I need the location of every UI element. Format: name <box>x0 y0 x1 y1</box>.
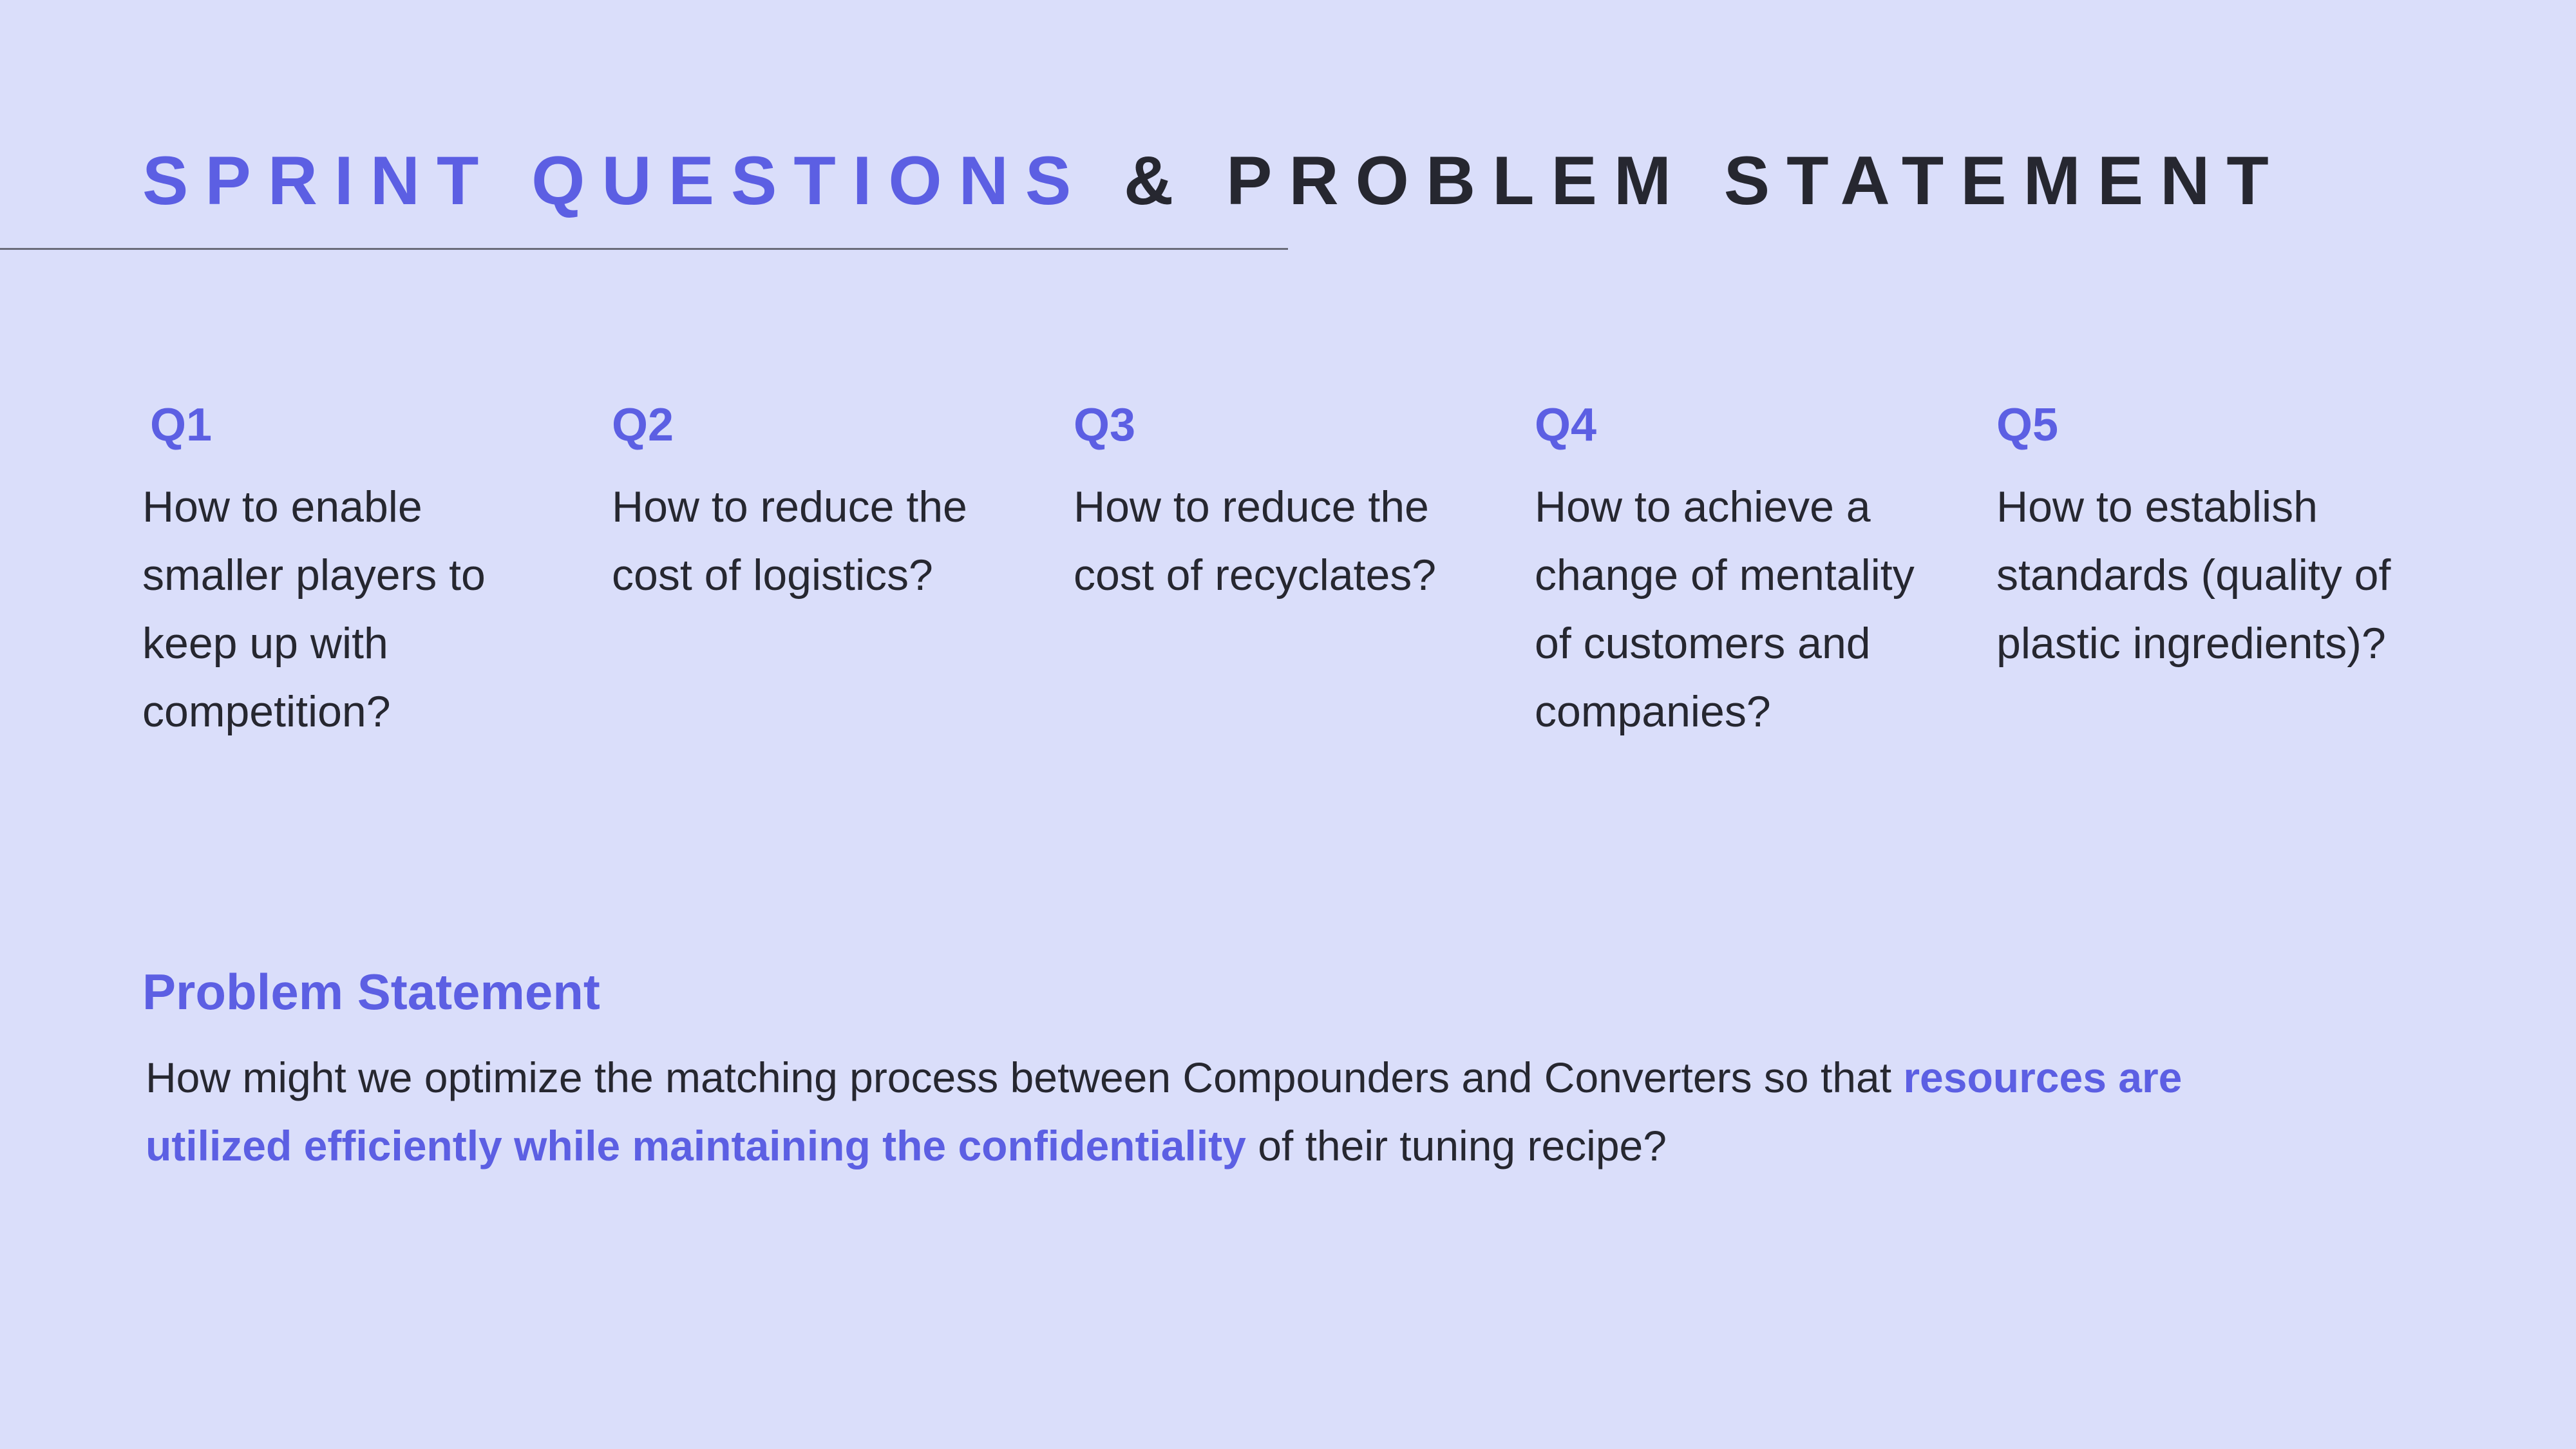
question-2 <box>612 394 1024 609</box>
question-text: How to reduce the cost of recyclates? <box>1074 482 1437 600</box>
question-label: Q1 <box>150 399 213 451</box>
question-3 <box>1074 394 1486 609</box>
problem-statement-text <box>146 1043 2335 1180</box>
problem-statement-highlight: resources are utilized efficiently while maintaining the confidentiality <box>146 1054 2183 1170</box>
question-text: How to reduce the cost of logistics? <box>612 482 967 600</box>
page-title-accent: SPRINT QUESTIONS <box>142 142 1088 219</box>
question-text: How to enable smaller players to keep up with competition? <box>142 482 486 736</box>
question-label: Q4 <box>1535 399 1597 451</box>
problem-statement-text-before: How might we optimize the matching process between Compounders and Converters so that <box>146 1054 1904 1101</box>
page-title <box>142 143 2286 219</box>
question-label: Q2 <box>612 399 674 451</box>
question-1 <box>142 394 554 746</box>
problem-statement-text-after: of their tuning recipe? <box>1245 1122 1667 1170</box>
problem-statement-heading: Problem Statement <box>142 963 600 1020</box>
title-divider <box>0 248 1288 250</box>
question-label: Q3 <box>1074 399 1136 451</box>
question-text: How to establish standards (quality of plastic ingredients)? <box>1996 482 2391 668</box>
page-title-rest: & PROBLEM STATEMENT <box>1124 142 2286 219</box>
question-5 <box>1996 394 2434 677</box>
sprint-questions <box>0 394 2576 755</box>
question-text: How to achieve a change of mentality of customers and companies? <box>1535 482 1915 736</box>
question-label: Q5 <box>1996 399 2059 451</box>
question-4 <box>1535 394 1960 746</box>
